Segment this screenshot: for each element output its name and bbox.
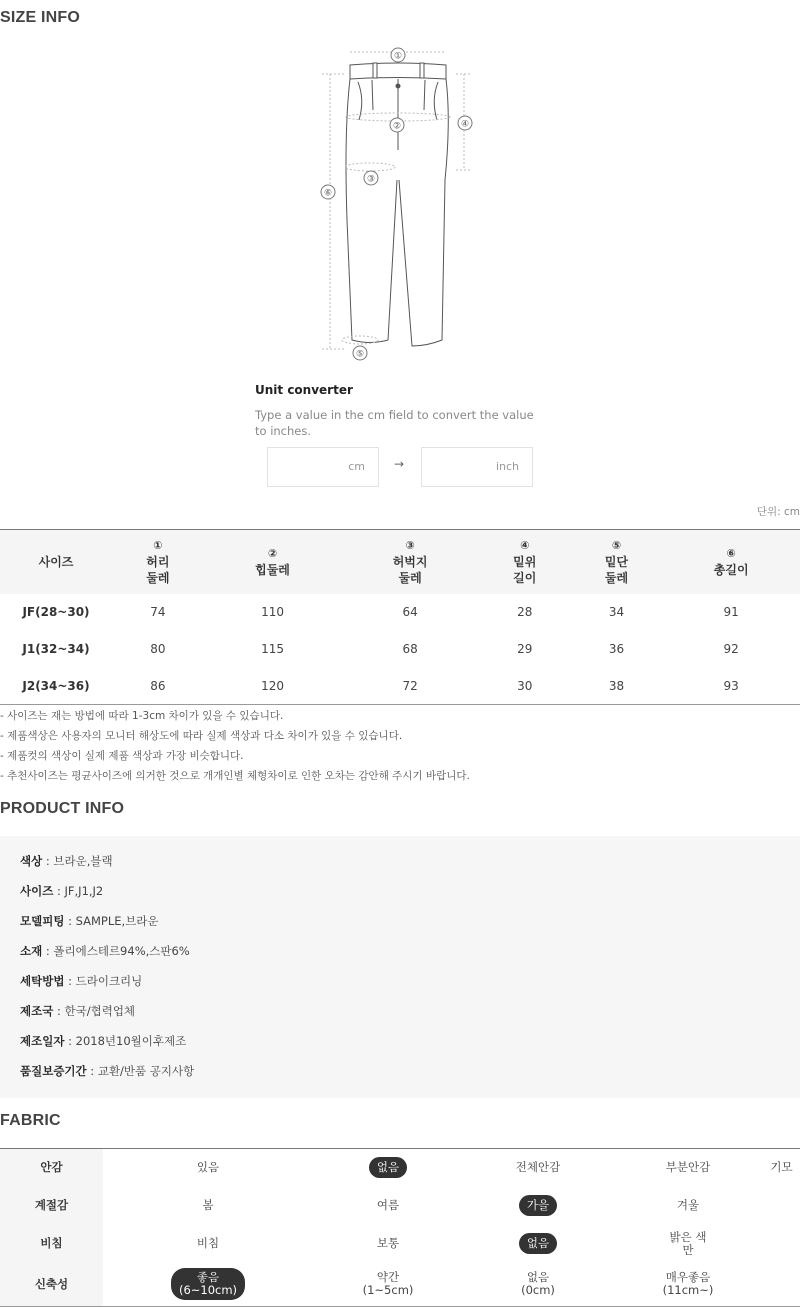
fabric-row <box>0 1187 800 1225</box>
header-thigh: ③ 허벅지 둘레 <box>341 530 479 594</box>
fabric-option-cell <box>613 1225 763 1263</box>
marker-5: ⑤ <box>355 349 365 360</box>
fabric-option: 기모 <box>770 1160 793 1175</box>
fabric-option-cell <box>103 1149 313 1187</box>
fabric-option-selected: 없음 <box>369 1157 407 1178</box>
product-info-title: PRODUCT INFO <box>0 800 125 817</box>
fabric-option-cell <box>313 1149 463 1187</box>
product-info-row: 세탁방법 : 드라이크리닝 <box>20 974 143 988</box>
fabric-option: 밝은 색 만 <box>669 1229 707 1257</box>
fabric-row-label: 신축성 <box>0 1263 103 1307</box>
marker-2: ② <box>392 121 402 132</box>
table-cell: 29 <box>517 642 533 656</box>
table-cell: 74 <box>150 605 166 619</box>
size-info-title: SIZE INFO <box>0 9 81 26</box>
fabric-row-label: 안감 <box>0 1149 103 1187</box>
table-row <box>0 668 800 705</box>
unit-label: 단위: cm <box>756 506 800 518</box>
product-info-row: 색상 : 브라운,블랙 <box>20 854 113 868</box>
fabric-option-cell <box>763 1263 800 1307</box>
fabric-row-label: 비침 <box>0 1225 103 1263</box>
table-cell: 92 <box>723 642 739 656</box>
fabric-option-selected: 가을 <box>519 1195 557 1216</box>
marker-6: ⑥ <box>323 188 333 199</box>
table-cell: J2(34~36) <box>0 668 112 705</box>
table-cell: 86 <box>112 668 204 705</box>
header-length: ⑥ 총길이 <box>662 530 800 594</box>
fabric-option-cell <box>313 1263 463 1307</box>
product-info-row: 사이즈 : JF,J1,J2 <box>20 884 104 898</box>
table-cell: 36 <box>608 642 625 656</box>
header-waist: ① 허리 둘레 <box>112 530 204 594</box>
table-cell: 28 <box>517 605 533 619</box>
fabric-option: 없음 (0cm) <box>521 1270 555 1298</box>
note-line: - 제품색상은 사용자의 모니터 해상도에 따라 실제 색상과 다소 차이가 있을 수 있습니다. <box>0 730 403 742</box>
table-cell: 120 <box>204 668 342 705</box>
fabric-option-cell <box>763 1225 800 1263</box>
table-cell: 93 <box>662 668 800 705</box>
marker-4: ④ <box>460 119 470 130</box>
note-line: - 사이즈는 재는 방법에 따라 1-3cm 차이가 있을 수 있습니다. <box>0 710 284 722</box>
converter-title: Unit converter <box>255 383 353 397</box>
fabric-option: 비침 <box>196 1236 220 1250</box>
inch-input[interactable]: inch <box>421 447 533 487</box>
table-row <box>0 631 800 668</box>
fabric-option: 보통 <box>376 1236 400 1250</box>
cm-input[interactable]: cm <box>267 447 379 487</box>
fabric-option-cell <box>613 1263 763 1307</box>
note-line: - 추천사이즈는 평균사이즈에 의거한 것으로 개개인별 체형차이로 인한 오차는 감안해 주시기 바랍니다. <box>0 770 470 782</box>
fabric-option-cell <box>463 1149 613 1187</box>
fabric-option: 약간 (1~5cm) <box>362 1270 414 1298</box>
fabric-option: 겨울 <box>676 1198 700 1212</box>
table-cell: 34 <box>608 605 625 619</box>
size-table <box>0 529 800 705</box>
fabric-row-label: 계절감 <box>0 1187 103 1225</box>
fabric-title: FABRIC <box>0 1112 61 1129</box>
fabric-option: 여름 <box>376 1198 400 1212</box>
header-rise: ④ 밑위 길이 <box>479 530 571 594</box>
fabric-row <box>0 1263 800 1307</box>
product-info-box <box>0 836 800 1098</box>
fabric-option: 전체안감 <box>515 1160 561 1175</box>
unit-converter <box>255 383 555 439</box>
fabric-option-cell <box>463 1225 613 1263</box>
table-cell: 38 <box>571 668 663 705</box>
converter-description: Type a value in the cm field to convert the value to inches. <box>255 408 534 438</box>
fabric-option: 부분안감 <box>665 1160 711 1175</box>
table-cell: 110 <box>261 605 284 619</box>
fabric-option-selected: 없음 <box>519 1233 557 1254</box>
product-info-row: 제조일자 : 2018년10월이후제조 <box>20 1034 187 1048</box>
fabric-option-cell <box>103 1187 313 1225</box>
table-cell: J1(32~34) <box>22 642 90 656</box>
product-info-row: 모델피팅 : SAMPLE,브라운 <box>20 914 159 928</box>
table-cell: 30 <box>479 668 571 705</box>
table-cell: 64 <box>402 605 418 619</box>
header-size: 사이즈 <box>0 530 112 594</box>
fabric-option-cell <box>463 1263 613 1307</box>
fabric-option-cell <box>103 1225 313 1263</box>
fabric-option-cell <box>613 1187 763 1225</box>
fabric-option: 매우좋음 (11cm~) <box>662 1270 714 1298</box>
header-hip: ② 힙둘레 <box>204 530 342 594</box>
table-cell: 72 <box>341 668 479 705</box>
fabric-row <box>0 1149 800 1187</box>
fabric-option-cell <box>613 1149 763 1187</box>
size-table-header <box>0 530 800 594</box>
product-info-row: 품질보증기간 : 교환/반품 공지사항 <box>20 1064 195 1078</box>
fabric-option-cell <box>463 1187 613 1225</box>
table-cell: 115 <box>261 642 284 656</box>
fabric-option-cell <box>313 1187 463 1225</box>
fabric-option-cell <box>313 1225 463 1263</box>
table-cell: 68 <box>402 642 418 656</box>
product-info-row: 소재 : 폴리에스테르94%,스판6% <box>20 944 190 958</box>
size-notes <box>0 706 470 786</box>
fabric-option: 있음 <box>196 1160 220 1175</box>
fabric-option-cell <box>103 1263 313 1307</box>
fabric-row <box>0 1225 800 1263</box>
table-row <box>0 594 800 631</box>
table-cell: 91 <box>723 605 739 619</box>
table-cell: JF(28~30) <box>22 605 90 619</box>
product-info-row: 제조국 : 한국/협력업체 <box>20 1004 136 1018</box>
fabric-option-cell <box>763 1187 800 1225</box>
fabric-option: 봄 <box>202 1198 214 1212</box>
table-cell: 80 <box>150 642 166 656</box>
fabric-table <box>0 1148 800 1307</box>
marker-1: ① <box>393 51 403 62</box>
arrow-right-icon: → <box>394 457 405 471</box>
fabric-option-selected: 좋음 (6~10cm) <box>171 1268 245 1300</box>
pants-measurement-diagram <box>310 40 490 370</box>
header-hem: ⑤ 밑단 둘레 <box>571 530 663 594</box>
fabric-option-cell <box>763 1149 800 1187</box>
note-line: - 제품컷의 색상이 실제 제품 색상과 가장 비슷합니다. <box>0 750 244 762</box>
marker-3: ③ <box>366 174 376 185</box>
